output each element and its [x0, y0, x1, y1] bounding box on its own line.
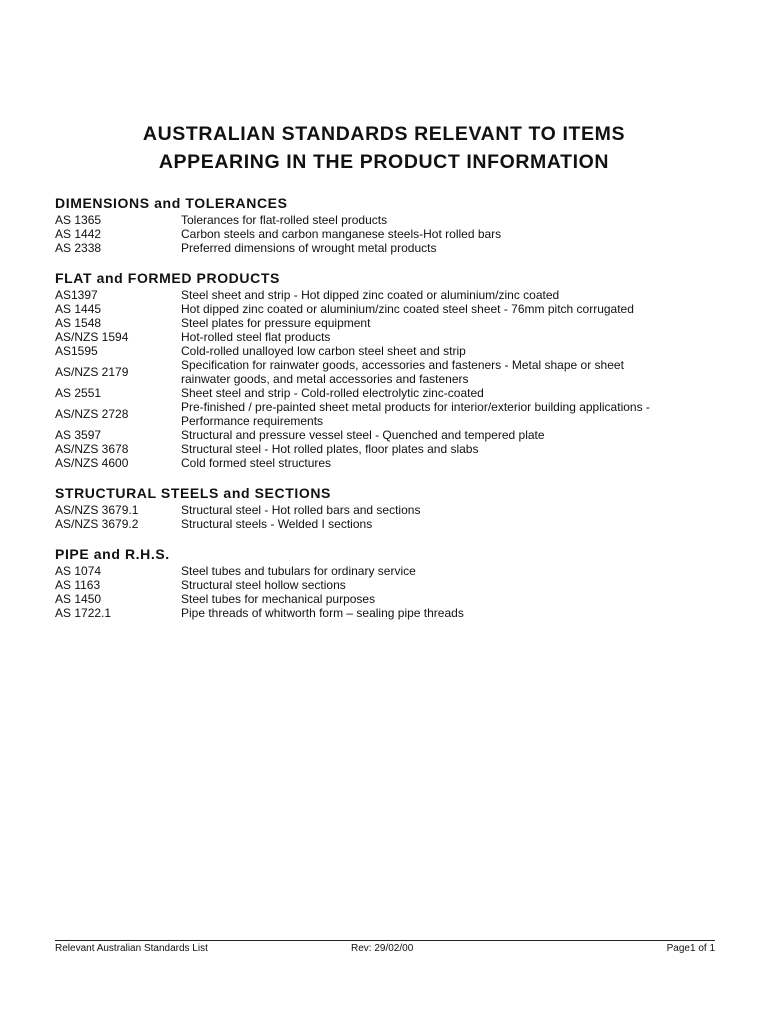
standard-description: Structural steel - Hot rolled plates, floor plates and slabs — [181, 442, 479, 456]
section-structural-steels-sections — [55, 484, 715, 531]
section-heading: FLAT and FORMED PRODUCTS — [55, 270, 280, 286]
standard-code: AS 1365 — [55, 213, 102, 227]
standard-description: Structural steel - Hot rolled bars and sections — [181, 503, 421, 517]
standard-row — [55, 428, 715, 442]
standard-code: AS1397 — [55, 288, 98, 302]
standard-code: AS/NZS 3679.2 — [55, 517, 139, 531]
standard-row — [55, 316, 715, 330]
standard-row — [55, 386, 715, 400]
standard-description: Preferred dimensions of wrought metal products — [181, 241, 437, 255]
standard-code: AS/NZS 2179 — [55, 365, 129, 379]
standard-code: AS 1163 — [55, 578, 101, 592]
standard-code: AS 1722.1 — [55, 606, 112, 620]
standard-row — [55, 288, 715, 302]
standard-row — [55, 606, 715, 620]
standard-description: Carbon steels and carbon manganese steels-Hot rolled bars — [181, 227, 502, 241]
section-heading: STRUCTURAL STEELS and SECTIONS — [55, 485, 331, 501]
standard-code: AS 1442 — [55, 227, 102, 241]
standard-row — [55, 227, 715, 241]
standard-description: Steel tubes and tubulars for ordinary service — [181, 564, 416, 578]
standard-code: AS 1074 — [55, 564, 102, 578]
standard-code: AS 2338 — [55, 241, 102, 255]
standard-code: AS/NZS 3679.1 — [55, 503, 139, 517]
section-flat-formed-products — [55, 269, 715, 470]
standard-code: AS/NZS 3678 — [55, 442, 129, 456]
section-dimensions-tolerances — [55, 194, 715, 255]
standard-code: AS 3597 — [55, 428, 102, 442]
footer-divider — [55, 940, 715, 941]
standard-row — [55, 330, 715, 344]
footer-page-number: Page1 of 1 — [666, 943, 715, 954]
standard-row — [55, 578, 715, 592]
standard-code: AS/NZS 4600 — [55, 456, 129, 470]
standards-list — [55, 194, 715, 634]
section-heading: DIMENSIONS and TOLERANCES — [55, 195, 288, 211]
standard-code: AS/NZS 2728 — [55, 407, 129, 421]
standard-row — [55, 503, 715, 517]
standard-description: Hot-rolled steel flat products — [181, 330, 331, 344]
standard-code: AS1595 — [55, 344, 98, 358]
standard-description: Cold-rolled unalloyed low carbon steel sheet and strip — [181, 344, 466, 358]
standard-row — [55, 592, 715, 606]
standard-code: AS/NZS 1594 — [55, 330, 129, 344]
standard-row — [55, 241, 715, 255]
standard-row — [55, 213, 715, 227]
standard-description: Specification for rainwater goods, accessories and fasteners - Metal shape or sheet rainwater goods, and metal accessories and fasteners — [181, 358, 624, 386]
standard-description: Pipe threads of whitworth form – sealing pipe threads — [181, 606, 464, 620]
page-title-line-2: APPEARING IN THE PRODUCT INFORMATION — [158, 151, 610, 173]
standard-description: Cold formed steel structures — [181, 456, 332, 470]
standard-row — [55, 400, 715, 428]
standard-description: Steel sheet and strip - Hot dipped zinc coated or aluminium/zinc coated — [181, 288, 560, 302]
standard-description: Sheet steel and strip - Cold-rolled electrolytic zinc-coated — [181, 386, 484, 400]
standard-row — [55, 442, 715, 456]
standard-code: AS 1450 — [55, 592, 102, 606]
section-heading: PIPE and R.H.S. — [55, 546, 170, 562]
standard-row — [55, 517, 715, 531]
standard-description: Structural and pressure vessel steel - Quenched and tempered plate — [181, 428, 545, 442]
standard-code: AS 2551 — [55, 386, 102, 400]
standard-description: Hot dipped zinc coated or aluminium/zinc coated steel sheet - 76mm pitch corrugated — [181, 302, 634, 316]
standard-row — [55, 456, 715, 470]
standard-description: Pre-finished / pre-painted sheet metal products for interior/exterior building applications - Performance requirements — [181, 400, 650, 428]
standard-description: Steel tubes for mechanical purposes — [181, 592, 376, 606]
standard-description: Tolerances for flat-rolled steel products — [181, 213, 388, 227]
footer-document-name: Relevant Australian Standards List — [55, 943, 208, 954]
page-title-line-1: AUSTRALIAN STANDARDS RELEVANT TO ITEMS — [142, 123, 626, 145]
standard-description: Structural steels - Welded I sections — [181, 517, 373, 531]
page-title — [0, 120, 768, 176]
standard-code: AS 1548 — [55, 316, 102, 330]
standard-row — [55, 302, 715, 316]
standard-description: Steel plates for pressure equipment — [181, 316, 371, 330]
section-pipe-rhs — [55, 545, 715, 620]
standard-row — [55, 564, 715, 578]
standard-code: AS 1445 — [55, 302, 102, 316]
standard-row — [55, 344, 715, 358]
standard-description: Structural steel hollow sections — [181, 578, 346, 592]
footer-revision: Rev: 29/02/00 — [351, 943, 414, 954]
standard-row — [55, 358, 715, 386]
